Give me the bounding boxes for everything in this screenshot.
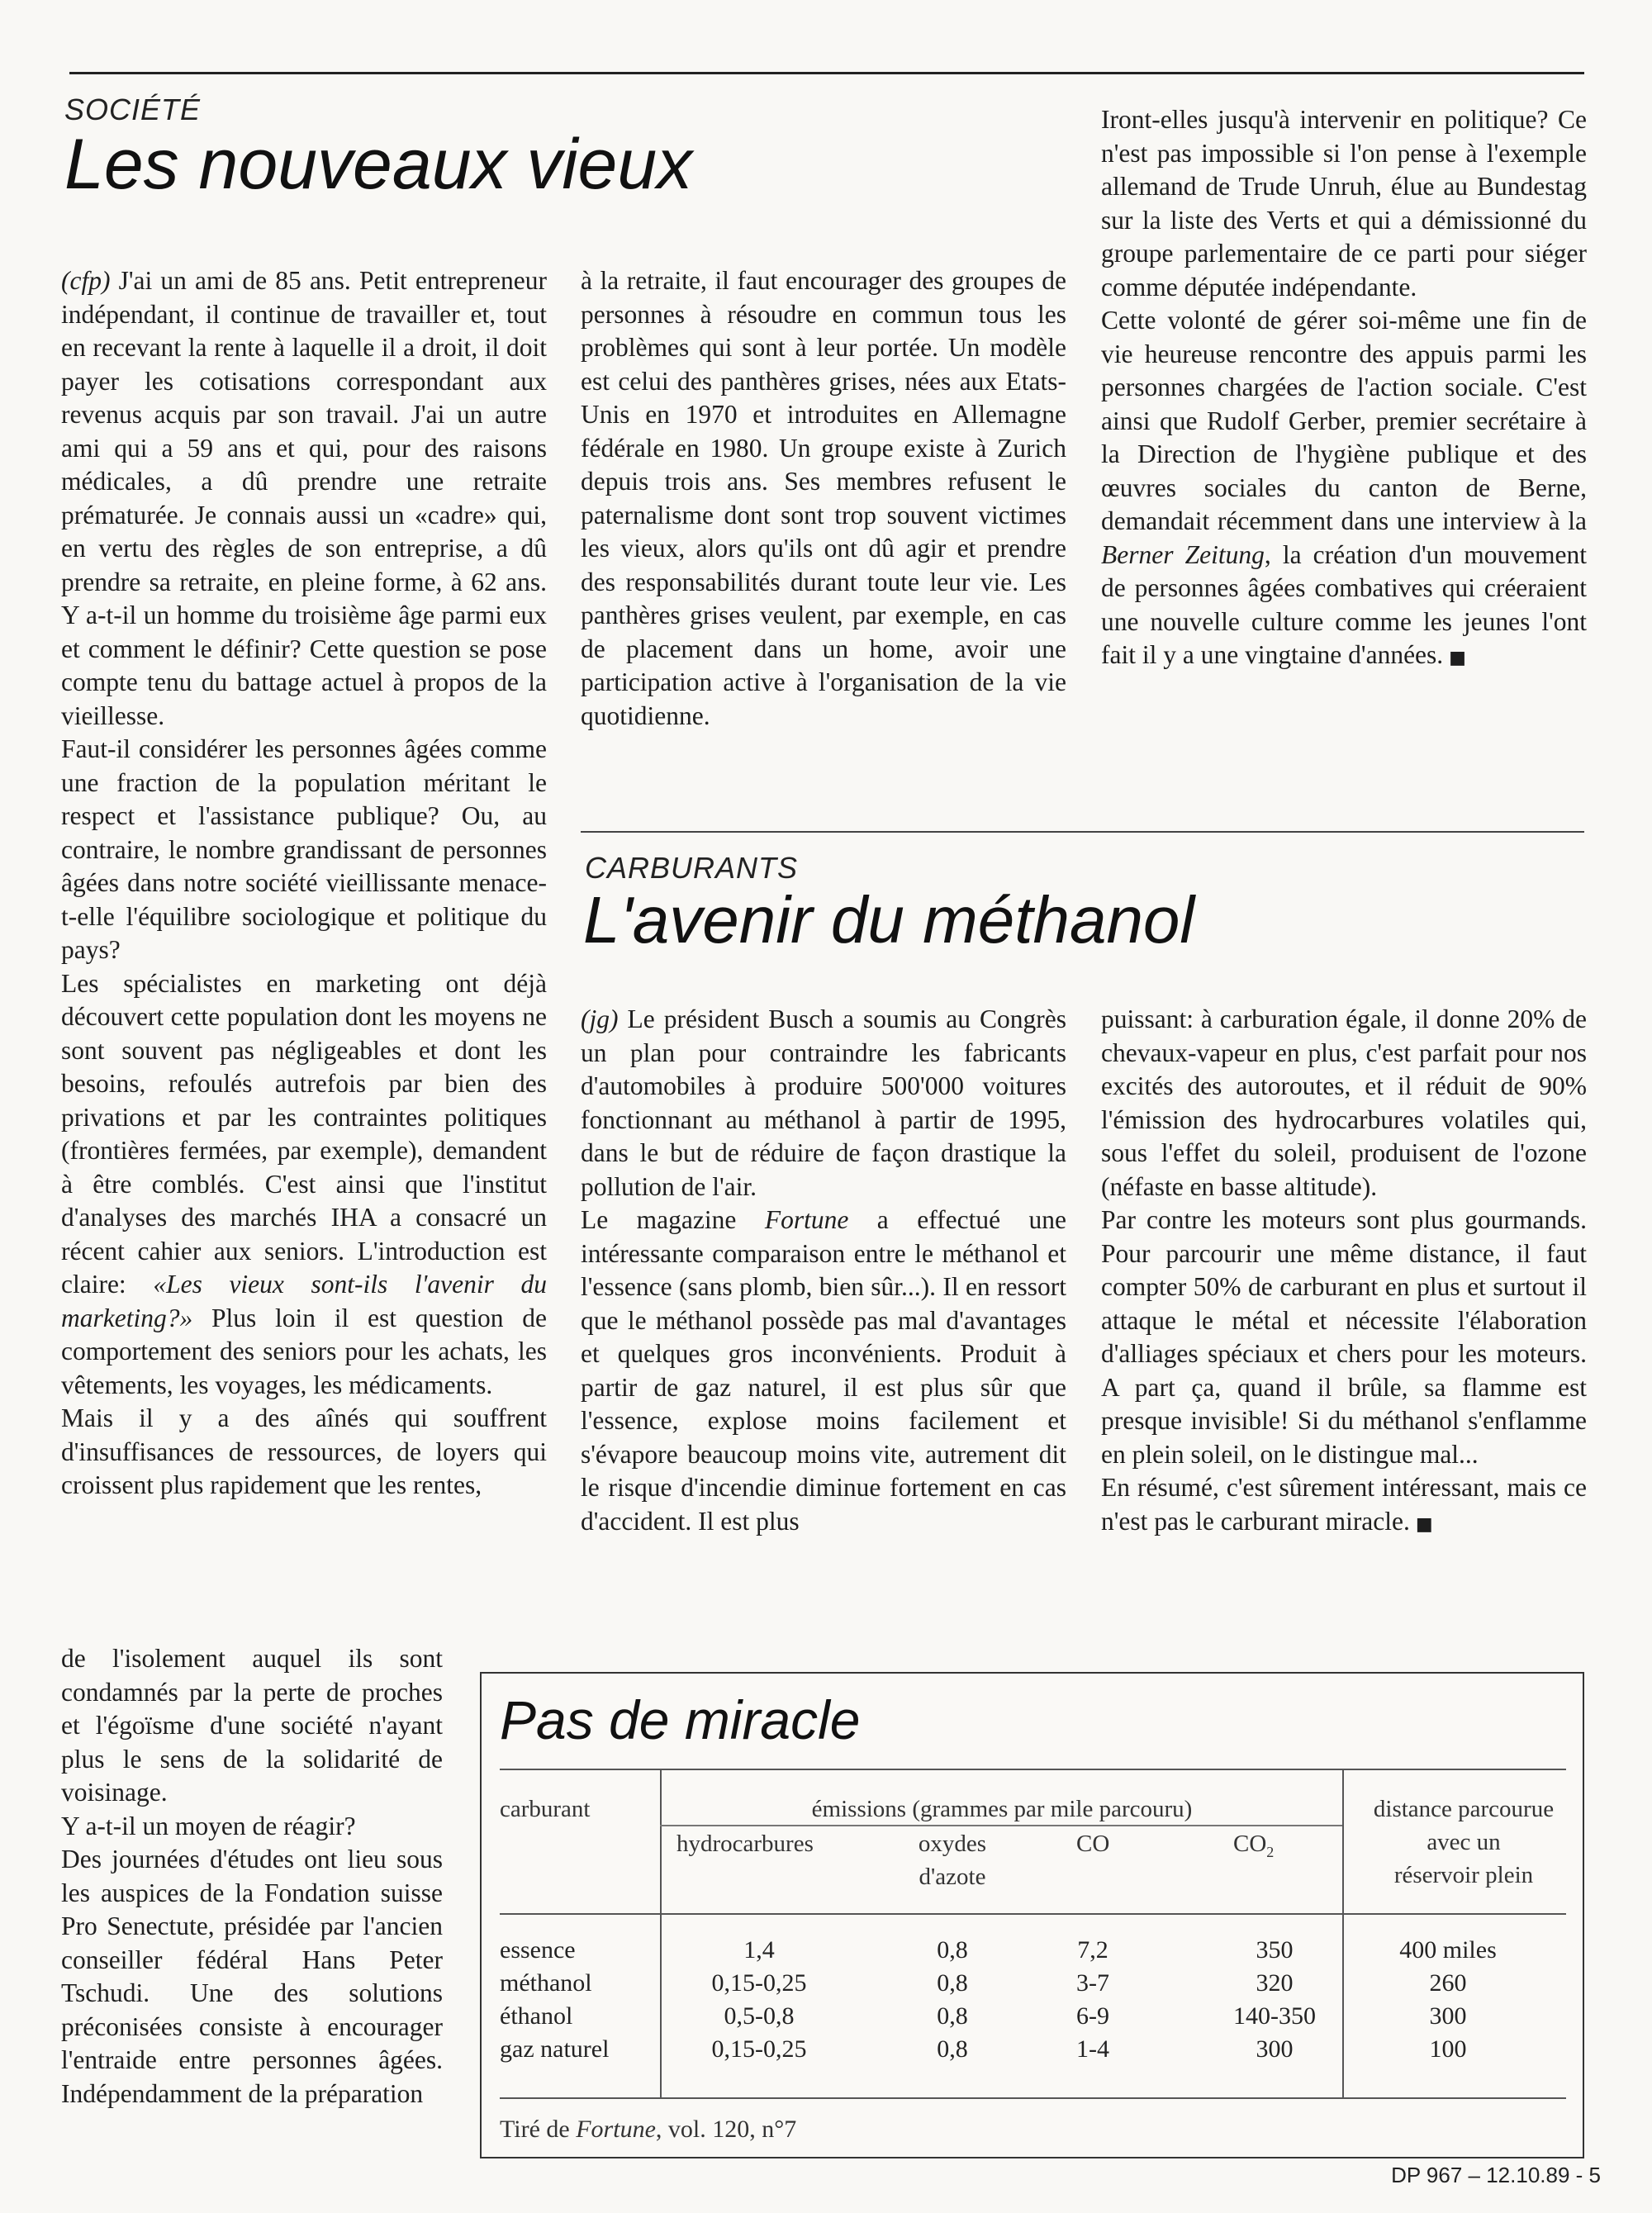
article1-col1-text: Plus loin il est question de comportement des seniors pour les achats, les vêtements, les voyages, les médicaments.	[61, 1303, 547, 1399]
header-range-line3: réservoir plein	[1393, 1862, 1534, 1888]
article1-headline: Les nouveaux vieux	[64, 125, 693, 204]
header-co: CO	[1076, 1831, 1110, 1857]
cell-nox: 0,8	[937, 2035, 968, 2063]
cell-fuel: gaz naturel	[500, 2035, 610, 2063]
table-rule-bottom	[500, 2097, 1566, 2099]
article2-byline: (jg)	[581, 1004, 619, 1033]
table-source-text: Tiré de	[500, 2116, 577, 2143]
page-folio: DP 967 – 12.10.89 - 5	[1391, 2163, 1601, 2187]
article1-kicker: SOCIÉTÉ	[64, 93, 202, 126]
header-co2-text: CO	[1233, 1831, 1267, 1857]
cell-co2: 300	[1256, 2035, 1294, 2063]
header-range	[1344, 1793, 1583, 1892]
cell-hydrocarbons: 1,4	[743, 1936, 775, 1964]
newspaper-name: Berner Zeitung	[1101, 539, 1265, 569]
header-range-line1: distance parcourue	[1373, 1796, 1555, 1822]
table-row	[482, 2002, 1583, 2035]
article1-col3-para2	[1101, 304, 1587, 676]
article1-col3-text: , la création d'un mouvement de personnes âgées combatives qui créeraient une nouvelle culture comme les jeunes l'ont fait il y a une vingtaine d'années.	[1101, 539, 1587, 669]
article1-col1-para3	[61, 967, 547, 1403]
cell-nox: 0,8	[937, 1936, 968, 1964]
article1-col1-text: Les spécialistes en marketing ont déjà découvert cette population dont les moyens ne sont souvent pas négligeables et dont les besoins, refoulés autrefois par bien des privations et par les contraintes politiques (frontières fermées, par exemple), demandent à être comblés. C'est ainsi que l'institut d'analyses des marchés IHA a consacré un récent cahier aux seniors. L'introduction est claire:	[61, 968, 547, 1299]
article1-column-1	[61, 264, 547, 1503]
article2-col1-text: a effectué une intéressante comparaison entre le méthanol et l'essence (sans plomb, bien sûr...). Il en ressort que le méthanol possède pas mal d'avantages et quelques gros inconvénients. Produit à partir de gaz naturel, il est plus sûr que l'essence, explose moins facilement et s'évapore beaucoup moins vite, autrement dit le risque d'incendie diminue fortement en cas d'accident. Il est plus	[581, 1205, 1066, 1536]
end-mark-icon: ■	[1443, 648, 1466, 668]
cell-fuel: éthanol	[500, 2002, 573, 2030]
article1-column-1-narrow	[61, 1642, 443, 2111]
table-source-text: , vol. 120, n°7	[655, 2116, 797, 2143]
article1-col1-text: J'ai un ami de 85 ans. Petit entrepreneur indépendant, il continue de travailler et, tout en recevant la rente à laquelle il a droit, il doit payer les cotisations correspondant aux revenus acquis par son travail. J'ai un autre ami qui a 59 ans et qui, pour des raisons médicales, a dû prendre une retraite prématurée. Je connais aussi un «cadre» qui, en vertu des règles de son entreprise, a dû prendre sa retraite, en pleine forme, à 62 ans. Y a-t-il un homme du troisième âge parmi eux et comment le définir? Cette question se pose compte tenu du battage actuel à propos de la vieillesse.	[61, 266, 547, 730]
article1-column-3	[1101, 103, 1587, 676]
cell-hydrocarbons: 0,15-0,25	[711, 2035, 807, 2063]
article1-col1-para5: Y a-t-il un moyen de réagir?	[61, 1811, 356, 1840]
header-nox	[895, 1827, 1010, 1893]
article2-col2-para1: puissant: à carburation égale, il donne 20% de chevaux-vapeur en plus, c'est parfait pour nos excités des autoroutes, et il réduit de 90% l'émission des hydrocarbures volatiles qui, sous l'effet du soleil, produisent de l'ozone (néfaste en basse altitude).	[1101, 1004, 1587, 1201]
cell-co: 6-9	[1076, 2002, 1109, 2030]
article1-byline: (cfp)	[61, 266, 111, 295]
header-emissions: émissions (grammes par mile parcouru)	[811, 1796, 1193, 1822]
header-hydrocarbons: hydrocarbures	[676, 1831, 814, 1857]
end-mark-icon: ■	[1409, 1513, 1433, 1535]
article1-col2-para1: à la retraite, il faut encourager des groupes de personnes à résoudre en commun tous les problèmes qui sont à leur portée. Un modèle est celui des panthères grises, nées aux Etats-Unis en 1970 et introduites en Allemagne fédérale en 1980. Un groupe existe à Zurich depuis trois ans. Ses membres refusent le paternalisme dont sont trop souvent victimes les vieux, alors qu'ils ont dû agir et prendre des responsabilités durant toute leur vie. Les panthères grises veulent, par exemple, en cas de placement dans un home, avoir une participation active à l'organisation de la vie quotidienne.	[581, 266, 1066, 730]
article2-col1-text: Le président Busch a soumis au Congrès un plan pour contraindre les fabricants d'automobiles à produire 500'000 voitures fonctionnant au méthanol à partir de 1995, dans le but de réduire de façon drastique la pollution de l'air.	[581, 1004, 1066, 1201]
article1-col1-para1	[61, 264, 547, 733]
table-row	[482, 1936, 1583, 1969]
article2-col2-para3	[1101, 1471, 1587, 1541]
cell-range: 100	[1429, 2035, 1467, 2063]
article1-column-2	[581, 264, 1066, 733]
magazine-name: Fortune	[764, 1205, 849, 1234]
cell-range: 400 miles	[1399, 1936, 1497, 1964]
header-co2-subscript: 2	[1266, 1843, 1275, 1860]
cell-hydrocarbons: 0,5-0,8	[724, 2002, 795, 2030]
article2-col1-text: Le magazine	[581, 1205, 765, 1234]
article1-col3-para1: Iront-elles jusqu'à intervenir en politique? Ce n'est pas impossible si l'on pense à l'exemple allemand de Trude Unruh, élue au Bundestag sur la liste des Verts et qui a démissionné du groupe parlementaire de ce parti pour siéger comme députée indépendante.	[1101, 105, 1587, 302]
article-divider	[581, 831, 1584, 833]
cell-co2: 320	[1256, 1969, 1294, 1997]
header-nox-line2: d'azote	[919, 1864, 986, 1890]
cell-nox: 0,8	[937, 1969, 968, 1997]
cell-nox: 0,8	[937, 2002, 968, 2030]
cell-co2: 140-350	[1233, 2002, 1316, 2030]
table-row	[482, 2035, 1583, 2068]
table-source	[500, 2116, 796, 2144]
article2-headline: L'avenir du méthanol	[583, 883, 1195, 957]
cell-co: 1-4	[1076, 2035, 1109, 2063]
article2-column-2	[1101, 1003, 1587, 1541]
article1-col3-text: Cette volonté de gérer soi-même une fin de vie heureuse rencontre des appuis parmi les personnes chargées de l'action sociale. C'est ainsi que Rudolf Gerber, premier secrétaire à la Direction de l'hygiène publique et des œuvres sociales du canton de Berne, demandait récemment dans une interview à la	[1101, 306, 1587, 535]
table-row	[482, 1969, 1583, 2002]
article2-col1-para1	[581, 1003, 1066, 1204]
comparison-table-box	[480, 1672, 1584, 2158]
article2-col2-para2: Par contre les moteurs sont plus gourmands. Pour parcourir une même distance, il faut compter 50% de carburant en plus et surtout il attaque le métal et nécessite l'élaboration d'alliages spéciaux et chers pour les moteurs. A part ça, quand il brûle, sa flamme est presque invisible! Si du méthanol s'enflamme en plein soleil, on le distingue mal...	[1101, 1205, 1587, 1469]
table-title: Pas de miracle	[500, 1689, 861, 1750]
article2-kicker: CARBURANTS	[585, 851, 799, 885]
article2-column-1	[581, 1003, 1066, 1538]
cell-fuel: essence	[500, 1936, 576, 1964]
article1-col1-para2: Faut-il considérer les personnes âgées comme une fraction de la population méritant le respect et l'assistance publique? Ou, au contraire, le nombre grandissant de personnes âgées dans notre société vieillissante menace-t-elle l'équilibre sociologique et politique du pays?	[61, 734, 547, 964]
article1-quote: «Les vieux sont-ils l'avenir du marketing?»	[61, 1270, 547, 1332]
header-range-line2: avec un	[1427, 1829, 1501, 1855]
header-nox-line1: oxydes	[918, 1831, 987, 1857]
article1-col1-para4-cont: de l'isolement auquel ils sont condamnés par la perte de proches et l'égoïsme d'une société n'ayant plus le sens de la solidarité de voisinage.	[61, 1644, 443, 1807]
table-rule-header-bottom	[500, 1913, 1566, 1915]
cell-fuel: méthanol	[500, 1969, 592, 1997]
cell-co2: 350	[1256, 1936, 1294, 1964]
header-fuel: carburant	[500, 1796, 591, 1822]
cell-hydrocarbons: 0,15-0,25	[711, 1969, 807, 1997]
cell-co: 3-7	[1076, 1969, 1109, 1997]
header-co2	[1233, 1827, 1274, 1869]
cell-range: 260	[1429, 1969, 1467, 1997]
article1-col1-para4: Mais il y a des aînés qui souffrent d'insuffisances de ressources, de loyers qui croissent plus rapidement que les rentes,	[61, 1403, 547, 1499]
top-rule	[69, 72, 1584, 74]
article1-col1-para6: Des journées d'études ont lieu sous les auspices de la Fondation suisse Pro Senectute, présidée par l'ancien conseiller fédéral Hans Peter Tschudi. Une des solutions préconisées consiste à encourager l'entraide entre personnes âgées. Indépendamment de la préparation	[61, 1845, 443, 2108]
cell-range: 300	[1429, 2002, 1467, 2030]
article2-col1-para2	[581, 1204, 1066, 1538]
table-source-magazine: Fortune	[576, 2116, 656, 2143]
cell-co: 7,2	[1077, 1936, 1108, 1964]
article2-col2-text: En résumé, c'est sûrement intéressant, mais ce n'est pas le carburant miracle.	[1101, 1473, 1587, 1536]
